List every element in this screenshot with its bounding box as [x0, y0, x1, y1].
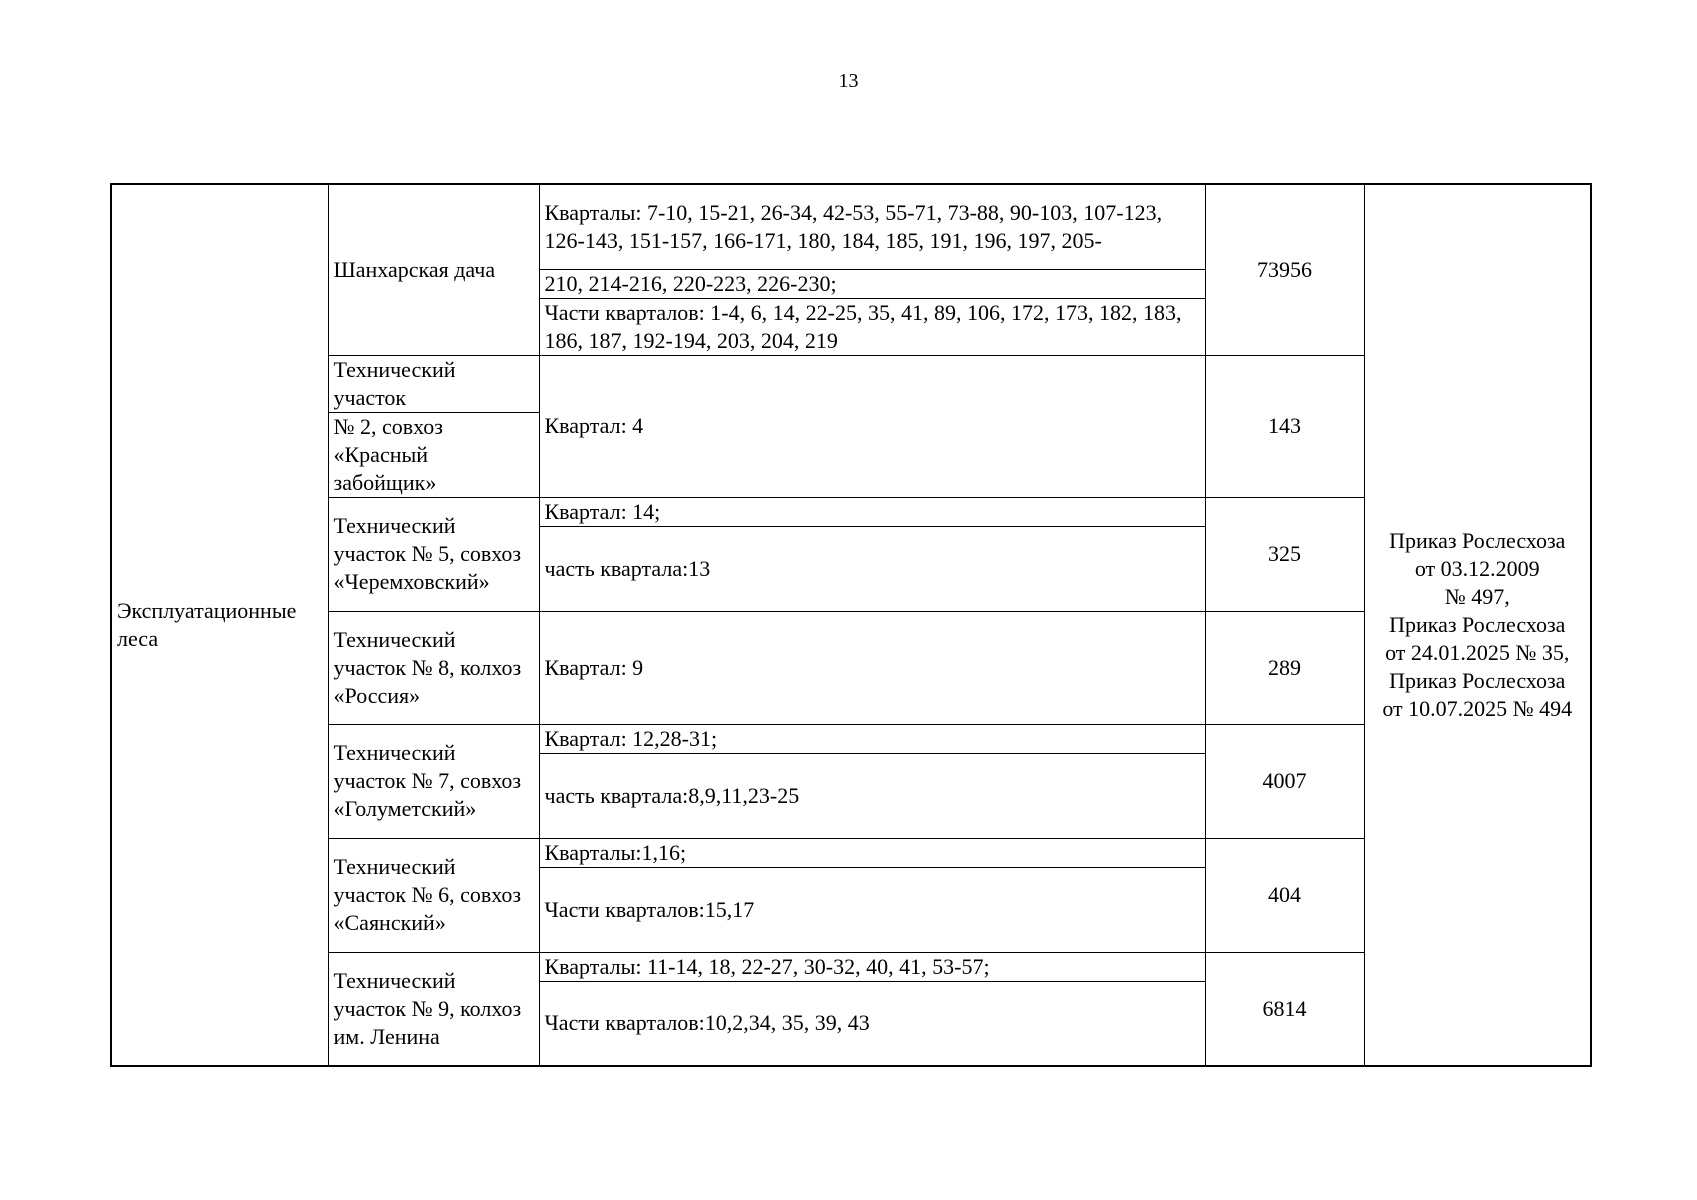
quarters-cell: Квартал: 14;: [539, 497, 1205, 526]
forest-quarters-table: [110, 183, 1592, 1067]
order-line: № 497,: [1444, 584, 1510, 609]
order-line: от 03.12.2009: [1414, 556, 1540, 581]
quarters-cell: 210, 214-216, 220-223, 226-230;: [539, 269, 1205, 298]
area-cell: 325: [1205, 497, 1364, 611]
order-line: от 24.01.2025 № 35,: [1385, 640, 1570, 665]
area-cell: 143: [1205, 355, 1364, 497]
area-cell: 6814: [1205, 952, 1364, 1066]
table-row: [111, 184, 1591, 269]
area-cell: 404: [1205, 838, 1364, 952]
site-name-cell: Технический участок № 7, совхоз «Голуметский»: [328, 724, 539, 838]
forest-name-cell: Шанхарская дача: [328, 184, 539, 355]
order-line: Приказ Рослесхоза: [1389, 528, 1566, 553]
quarters-cell: Квартал: 12,28-31;: [539, 724, 1205, 753]
site-name-cell: Технический участок № 8, колхоз «Россия»: [328, 611, 539, 724]
quarters-cell: Кварталы: 11-14, 18, 22-27, 30-32, 40, 41, 53-57;: [539, 952, 1205, 981]
site-name-cell: Технический участок № 9, колхоз им. Ленина: [328, 952, 539, 1066]
site-name-cell: Технический участок № 5, совхоз «Черемховский»: [328, 497, 539, 611]
area-cell: 73956: [1205, 184, 1364, 355]
quarters-cell: Части кварталов:10,2,34, 35, 39, 43: [539, 981, 1205, 1066]
quarters-cell: Квартал: 9: [539, 611, 1205, 724]
quarters-cell: часть квартала:8,9,11,23-25: [539, 753, 1205, 838]
order-line: Приказ Рослесхоза: [1389, 668, 1566, 693]
quarters-cell: часть квартала:13: [539, 526, 1205, 611]
quarters-cell: Кварталы:1,16;: [539, 838, 1205, 867]
quarters-cell: Кварталы: 7-10, 15-21, 26-34, 42-53, 55-71, 73-88, 90-103, 107-123, 126-143, 151-157, 166-171, 180, 184, 185, 191, 196, 197, 205-: [539, 184, 1205, 269]
forest-category-cell: Эксплуатационные леса: [111, 184, 328, 1066]
page-number: 13: [838, 70, 859, 92]
quarters-cell: Части кварталов: 1-4, 6, 14, 22-25, 35, 41, 89, 106, 172, 173, 182, 183, 186, 187, 192-194, 203, 204, 219: [539, 298, 1205, 355]
quarters-cell: Квартал: 4: [539, 355, 1205, 497]
area-cell: 289: [1205, 611, 1364, 724]
order-line: от 10.07.2025 № 494: [1382, 696, 1573, 721]
site-name-cell: Технический участок № 6, совхоз «Саянский»: [328, 838, 539, 952]
quarters-cell: Части кварталов:15,17: [539, 867, 1205, 952]
site-name-cell: Технический участок: [328, 355, 539, 412]
area-cell: 4007: [1205, 724, 1364, 838]
site-name-cell: № 2, совхоз «Красный забойщик»: [328, 412, 539, 497]
order-reference-cell: [1364, 184, 1591, 1066]
order-line: Приказ Рослесхоза: [1389, 612, 1566, 637]
